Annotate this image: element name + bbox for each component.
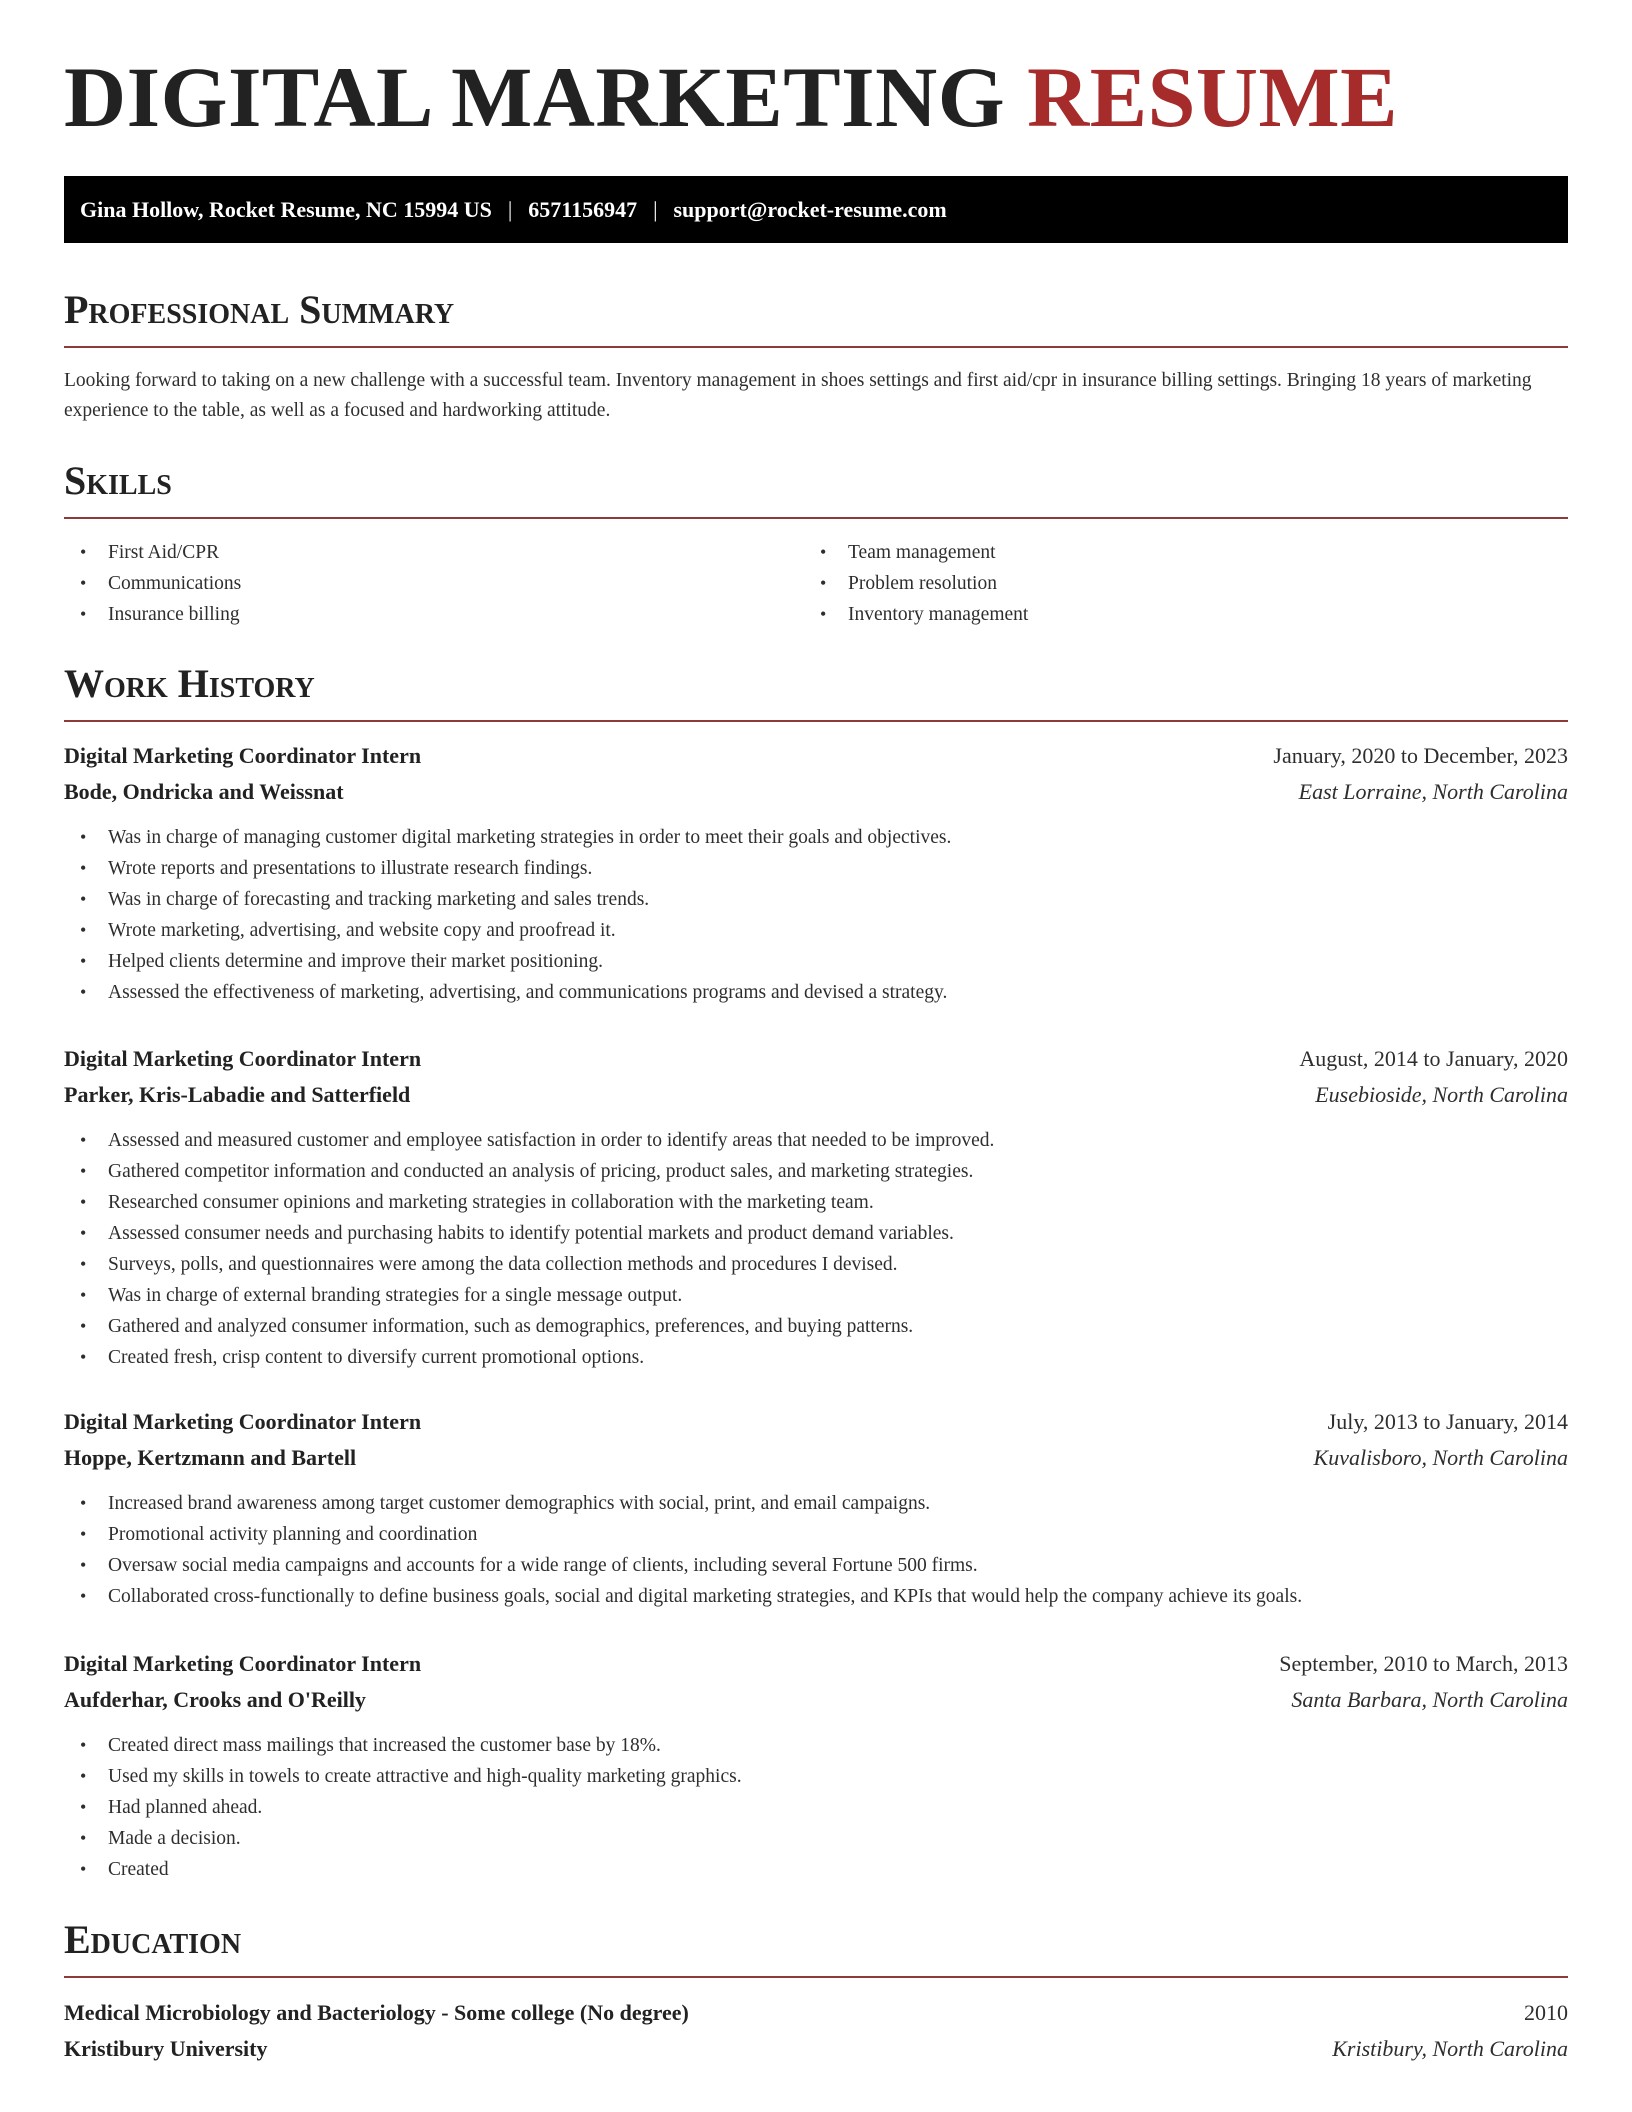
work-section [64, 661, 1568, 722]
job-bullet: • Surveys, polls, and questionnaires were among the data collection methods and procedures I devised. [64, 1249, 1568, 1280]
job-bullet: • Created direct mass mailings that increased the customer base by 18%. [64, 1730, 1568, 1761]
job-bullet: • Had planned ahead. [64, 1792, 1568, 1823]
summary-section [64, 287, 1568, 426]
job-bullet: • Was in charge of forecasting and tracking marketing and sales trends. [64, 884, 1568, 915]
job-bullets [64, 1125, 1568, 1373]
skills-grid [64, 537, 1568, 630]
job-company: Aufderhar, Crooks and O'Reilly [64, 1687, 366, 1712]
job-dates: August, 2014 to January, 2020 [1299, 1046, 1568, 1071]
title-main: DIGITAL MARKETING [64, 49, 1006, 145]
job-company-row [64, 1440, 1568, 1476]
job-bullet: • Increased brand awareness among target customer demographics with social, print, and email campaigns. [64, 1488, 1568, 1519]
job-bullet: • Used my skills in towels to create attractive and high-quality marketing graphics. [64, 1761, 1568, 1792]
contact-phone: 6571156947 [528, 196, 638, 222]
job-bullet: • Gathered competitor information and conducted an analysis of pricing, product sales, and marketing strategies. [64, 1156, 1568, 1187]
job-bullet: • Created fresh, crisp content to diversify current promotional options. [64, 1342, 1568, 1373]
job-title: Digital Marketing Coordinator Intern [64, 743, 422, 768]
job-bullet: • Made a decision. [64, 1823, 1568, 1854]
job-location: Santa Barbara, North Carolina [1291, 1687, 1568, 1712]
job-title-row [64, 1646, 1568, 1682]
job-title: Digital Marketing Coordinator Intern [64, 1046, 422, 1071]
job-bullet: • Promotional activity planning and coordination [64, 1519, 1568, 1550]
contact-bar [64, 176, 1568, 243]
skills-section [64, 458, 1568, 630]
job-bullets [64, 1730, 1568, 1885]
education-heading: Education [64, 1920, 1568, 1978]
job-bullet: • Collaborated cross-functionally to define business goals, social and digital marketing strategies, and KPIs that would help the company achieve its goals. [64, 1581, 1568, 1612]
work-heading: Work History [64, 664, 1568, 722]
job-title-row [64, 1041, 1568, 1077]
resume-title [64, 49, 1399, 145]
job-bullet: • Helped clients determine and improve their market positioning. [64, 946, 1568, 977]
skill-item: • Inventory management [804, 599, 1544, 630]
contact-separator: | [653, 196, 658, 222]
job-bullet: • Assessed consumer needs and purchasing habits to identify potential markets and product demand variables. [64, 1218, 1568, 1249]
job-title-row [64, 1404, 1568, 1440]
job-title: Digital Marketing Coordinator Intern [64, 1651, 422, 1676]
summary-heading: Professional Summary [64, 290, 1568, 348]
skills-list-right [804, 537, 1544, 630]
job-entry [64, 1646, 1568, 1885]
job-location: Eusebioside, North Carolina [1315, 1082, 1568, 1107]
skills-heading: Skills [64, 461, 1568, 519]
title-accent: RESUME [1027, 49, 1399, 145]
job-bullet: • Gathered and analyzed consumer information, such as demographics, preferences, and buying patterns. [64, 1311, 1568, 1342]
job-bullet: • Was in charge of external branding strategies for a single message output. [64, 1280, 1568, 1311]
job-bullet: • Wrote reports and presentations to illustrate research findings. [64, 853, 1568, 884]
skill-item: • Communications [64, 568, 804, 599]
job-bullets [64, 822, 1568, 1008]
job-company: Parker, Kris-Labadie and Satterfield [64, 1082, 411, 1107]
job-bullet: • Assessed and measured customer and employee satisfaction in order to identify areas that needed to be improved. [64, 1125, 1568, 1156]
job-company-row [64, 1682, 1568, 1718]
summary-text: Looking forward to taking on a new challenge with a successful team. Inventory management in shoes settings and first aid/cpr in insurance billing settings. Bringing 18 years of marketing experience to the table, as well as a focused and hardworking attitude. [64, 370, 1532, 421]
job-location: Kuvalisboro, North Carolina [1313, 1445, 1568, 1470]
education-year: 2010 [1524, 2000, 1568, 2025]
job-entry [64, 1404, 1568, 1612]
education-degree: Medical Microbiology and Bacteriology - Some college (No degree) [64, 2000, 689, 2025]
job-company: Hoppe, Kertzmann and Bartell [64, 1445, 357, 1470]
job-entry [64, 1041, 1568, 1373]
job-title-row [64, 738, 1568, 774]
job-company-row [64, 1077, 1568, 1113]
contact-separator: | [507, 196, 513, 222]
education-section [64, 1917, 1568, 1978]
education-school-row [64, 2031, 1568, 2067]
job-dates: July, 2013 to January, 2014 [1327, 1409, 1568, 1434]
skill-item: • Problem resolution [804, 568, 1544, 599]
job-bullets [64, 1488, 1568, 1612]
education-location: Kristibury, North Carolina [1332, 2036, 1568, 2061]
job-company: Bode, Ondricka and Weissnat [64, 779, 344, 804]
job-bullet: • Was in charge of managing customer digital marketing strategies in order to meet their goals and objectives. [64, 822, 1568, 853]
job-title: Digital Marketing Coordinator Intern [64, 1409, 422, 1434]
job-bullet: • Assessed the effectiveness of marketing, advertising, and communications programs and devised a strategy. [64, 977, 1568, 1008]
job-company-row [64, 774, 1568, 810]
education-school: Kristibury University [64, 2036, 268, 2061]
education-entry [64, 1995, 1568, 2067]
job-dates: September, 2010 to March, 2013 [1279, 1651, 1568, 1676]
job-entry [64, 738, 1568, 1008]
skill-item: • Team management [804, 537, 1544, 568]
contact-email: support@rocket-resume.com [673, 196, 947, 222]
job-bullet: • Researched consumer opinions and marketing strategies in collaboration with the marketing team. [64, 1187, 1568, 1218]
job-bullet: • Created [64, 1854, 1568, 1885]
job-location: East Lorraine, North Carolina [1298, 779, 1568, 804]
skill-item: • Insurance billing [64, 599, 804, 630]
job-bullet: • Wrote marketing, advertising, and website copy and proofread it. [64, 915, 1568, 946]
skill-item: • First Aid/CPR [64, 537, 804, 568]
job-dates: January, 2020 to December, 2023 [1273, 743, 1568, 768]
skills-list-left [64, 537, 804, 630]
education-degree-row [64, 1995, 1568, 2031]
job-bullet: • Oversaw social media campaigns and accounts for a wide range of clients, including several Fortune 500 firms. [64, 1550, 1568, 1581]
contact-address: Gina Hollow, Rocket Resume, NC 15994 US [80, 196, 492, 222]
